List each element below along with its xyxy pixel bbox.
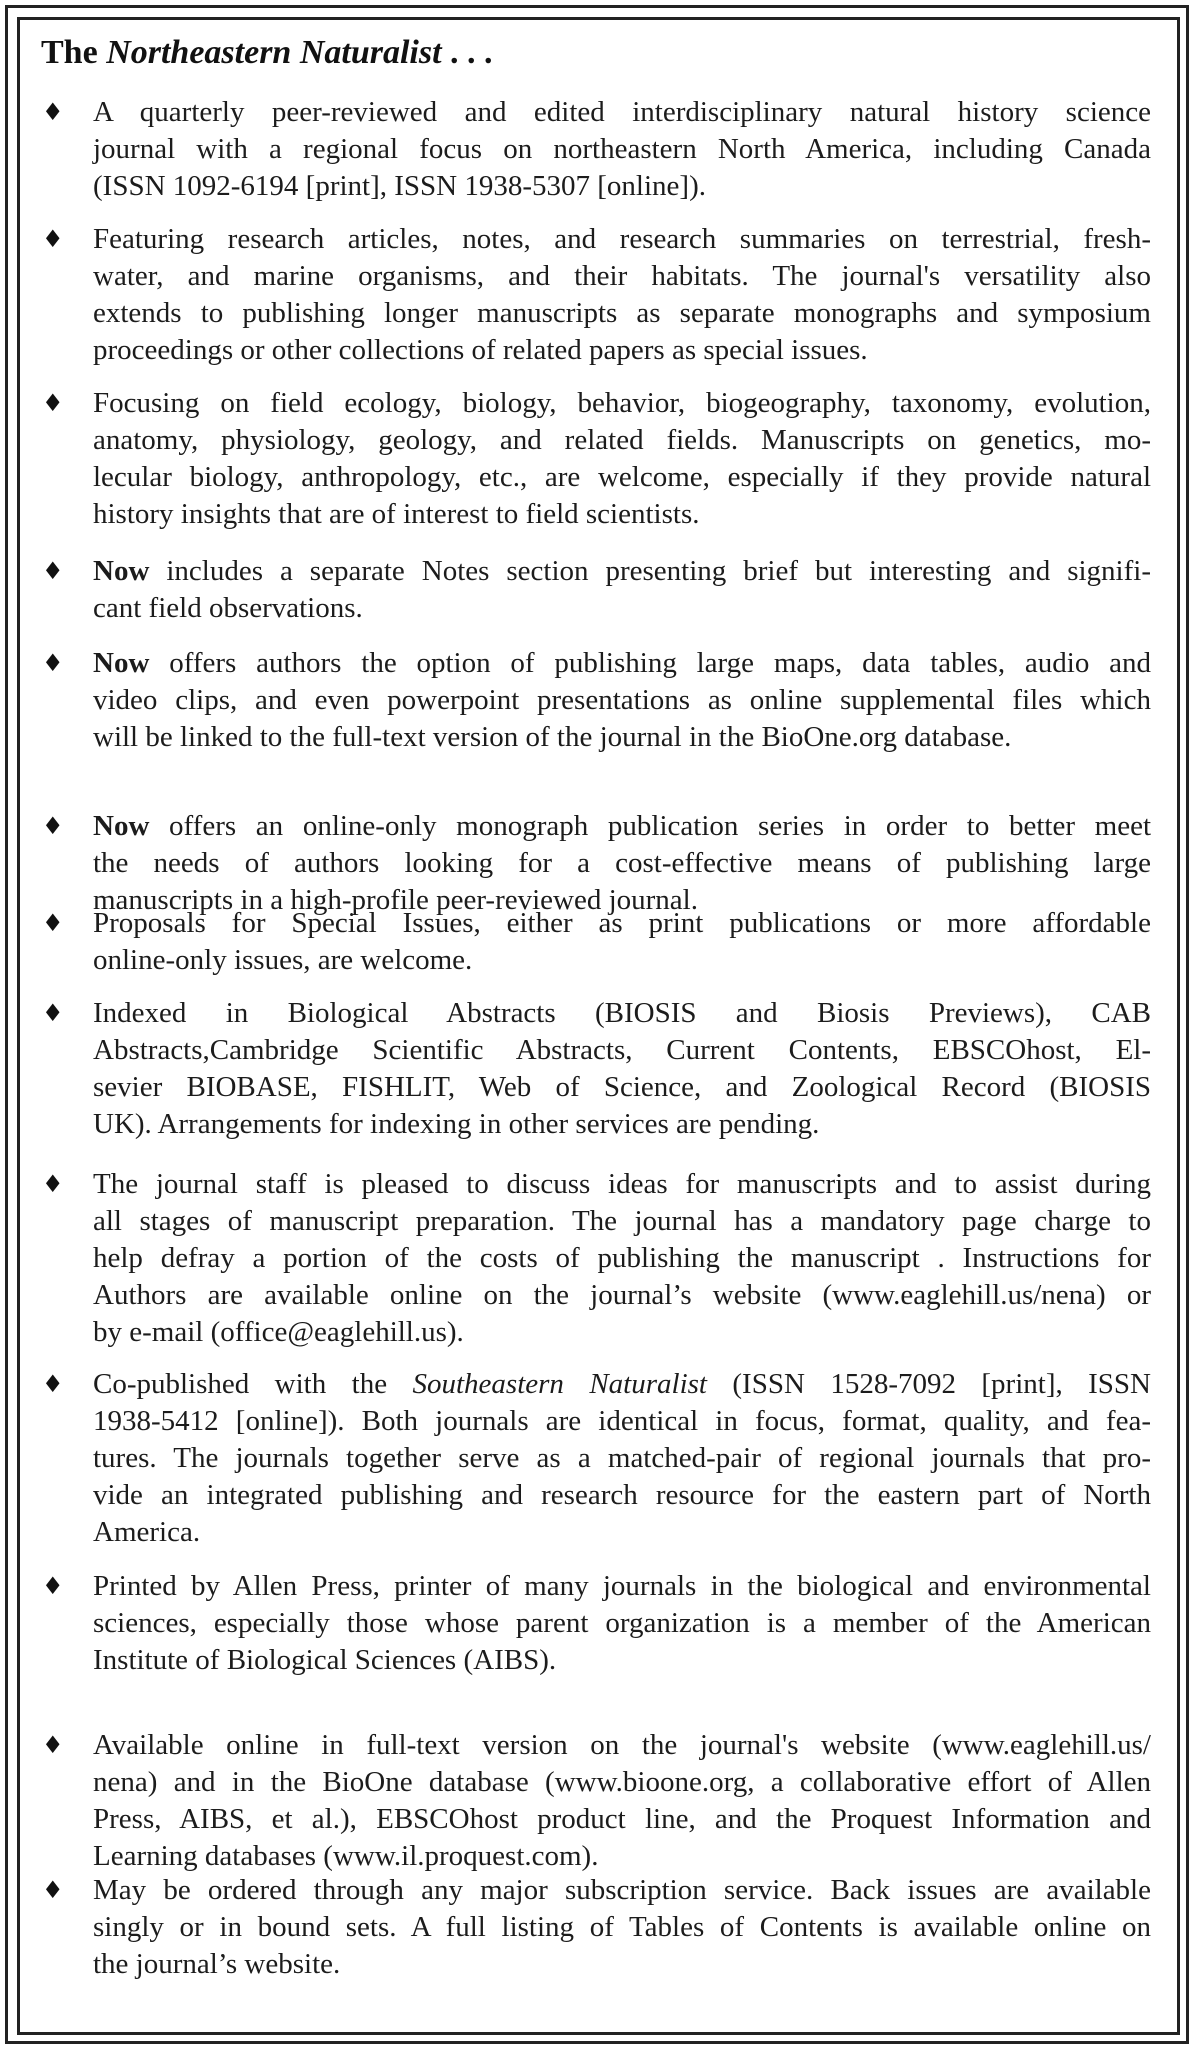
text-line: Abstracts,Cambridge Scientific Abstracts, Current Contents, EBSCOhost, El- <box>93 1034 1151 1066</box>
text-line: tures. The journals together serve as a matched-pair of regional journals that pro- <box>93 1442 1151 1474</box>
list-item-text <box>93 808 1151 919</box>
text-line: lecular biology, anthropology, etc., are welcome, especially if they provide natural <box>93 461 1151 493</box>
diamond-bullet-icon: ♦ <box>42 812 64 840</box>
list-item-text <box>93 995 1151 1143</box>
text-line: America. <box>93 1516 201 1548</box>
text-line: Authors are available online on the journal’s website (www.eaglehill.us/nena) or <box>93 1279 1151 1311</box>
list-item-text <box>93 385 1151 533</box>
text-line: Learning databases (www.il.proquest.com). <box>93 1840 599 1872</box>
list-item-text <box>93 221 1151 369</box>
text-line: by e-mail (office@eaglehill.us). <box>93 1316 464 1348</box>
diamond-bullet-icon: ♦ <box>42 557 64 585</box>
emphasis-now: Now <box>93 555 150 587</box>
text-line: sevier BIOBASE, FISHLIT, Web of Science, and Zoological Record (BIOSIS <box>93 1071 1151 1103</box>
text-line: Proposals for Special Issues, either as print publications or more affordable <box>93 907 1151 939</box>
list-item-text <box>93 645 1151 756</box>
text-line: A quarterly peer-reviewed and edited interdisciplinary natural history science <box>93 96 1151 128</box>
text-line: proceedings or other collections of related papers as special issues. <box>93 334 868 366</box>
text-line: 1938-5412 [online]). Both journals are identical in focus, format, quality, and fea- <box>93 1405 1151 1437</box>
text-line: will be linked to the full-text version of the journal in the BioOne.org database. <box>93 721 1012 753</box>
emphasis-now: Now <box>93 810 150 842</box>
text-line: vide an integrated publishing and research resource for the eastern part of North <box>93 1479 1151 1511</box>
text-line: Available online in full-text version on the journal's website (www.eaglehill.us/ <box>93 1729 1151 1761</box>
text-line: the needs of authors looking for a cost-effective means of publishing large <box>93 847 1151 879</box>
text-line: Focusing on field ecology, biology, behavior, biogeography, taxonomy, evolution, <box>93 387 1151 419</box>
text-line: Now includes a separate Notes section presenting brief but interesting and signifi- <box>93 555 1151 587</box>
list-item-text <box>93 1872 1151 1983</box>
text-line: extends to publishing longer manuscripts as separate monographs and symposium <box>93 297 1151 329</box>
text-line: help defray a portion of the costs of publishing the manuscript . Instructions for <box>93 1242 1151 1274</box>
text-line: water, and marine organisms, and their habitats. The journal's versatility also <box>93 260 1151 292</box>
list-item-text <box>93 1727 1151 1875</box>
diamond-bullet-icon: ♦ <box>42 1572 64 1600</box>
diamond-bullet-icon: ♦ <box>42 909 64 937</box>
text-line: the journal’s website. <box>93 1948 341 1980</box>
diamond-bullet-icon: ♦ <box>42 1170 64 1198</box>
text-line: nena) and in the BioOne database (www.bioone.org, a collaborative effort of Allen <box>93 1766 1151 1798</box>
text-line: Co-published with the Southeastern Naturalist (ISSN 1528-7092 [print], ISSN <box>93 1368 1151 1400</box>
text-line: Institute of Biological Sciences (AIBS). <box>93 1644 557 1676</box>
emphasis-now: Now <box>93 647 150 679</box>
list-item-text <box>93 553 1151 627</box>
text-line: Now offers authors the option of publishing large maps, data tables, audio and <box>93 647 1151 679</box>
journal-name-italic: Southeastern Naturalist <box>412 1368 707 1400</box>
text-line: Now offers an online-only monograph publication series in order to better meet <box>93 810 1151 842</box>
list-item-text <box>93 1366 1151 1551</box>
diamond-bullet-icon: ♦ <box>42 1731 64 1759</box>
diamond-bullet-icon: ♦ <box>42 1370 64 1398</box>
text-line: May be ordered through any major subscription service. Back issues are available <box>93 1874 1151 1906</box>
list-item-text <box>93 1568 1151 1679</box>
text-line: The journal staff is pleased to discuss ideas for manuscripts and to assist during <box>93 1168 1151 1200</box>
title-ellipsis: . . . <box>441 34 493 71</box>
list-item-text <box>93 905 1151 979</box>
text-line: all stages of manuscript preparation. The journal has a mandatory page charge to <box>93 1205 1151 1237</box>
text-line: Indexed in Biological Abstracts (BIOSIS and Biosis Previews), CAB <box>93 997 1151 1029</box>
text-line: video clips, and even powerpoint presentations as online supplemental files which <box>93 684 1151 716</box>
text-line: singly or in bound sets. A full listing of Tables of Contents is available online on <box>93 1911 1151 1943</box>
diamond-bullet-icon: ♦ <box>42 225 64 253</box>
title-prefix: The <box>41 34 107 71</box>
list-item-text <box>93 94 1151 205</box>
text-line: sciences, especially those whose parent organization is a member of the American <box>93 1607 1151 1639</box>
text-line: online-only issues, are welcome. <box>93 944 473 976</box>
list-item-text <box>93 1166 1151 1351</box>
page-title <box>41 33 493 73</box>
text-line: history insights that are of interest to field scientists. <box>93 498 700 530</box>
diamond-bullet-icon: ♦ <box>42 1876 64 1904</box>
text-line: anatomy, physiology, geology, and related fields. Manuscripts on genetics, mo- <box>93 424 1151 456</box>
text-line: Featuring research articles, notes, and research summaries on terrestrial, fresh- <box>93 223 1151 255</box>
text-line: journal with a regional focus on northeastern North America, including Canada <box>93 133 1151 165</box>
diamond-bullet-icon: ♦ <box>42 98 64 126</box>
diamond-bullet-icon: ♦ <box>42 389 64 417</box>
diamond-bullet-icon: ♦ <box>42 999 64 1027</box>
text-line: manuscripts in a high-profile peer-reviewed journal. <box>93 884 698 916</box>
text-line: UK). Arrangements for indexing in other services are pending. <box>93 1108 820 1140</box>
diamond-bullet-icon: ♦ <box>42 649 64 677</box>
text-line: Press, AIBS, et al.), EBSCOhost product line, and the Proquest Information and <box>93 1803 1151 1835</box>
text-line: (ISSN 1092-6194 [print], ISSN 1938-5307 [online]). <box>93 170 706 202</box>
text-line: cant field observations. <box>93 592 363 624</box>
text-line: Printed by Allen Press, printer of many journals in the biological and environmental <box>93 1570 1151 1602</box>
title-journal-name: Northeastern Naturalist <box>106 34 442 71</box>
